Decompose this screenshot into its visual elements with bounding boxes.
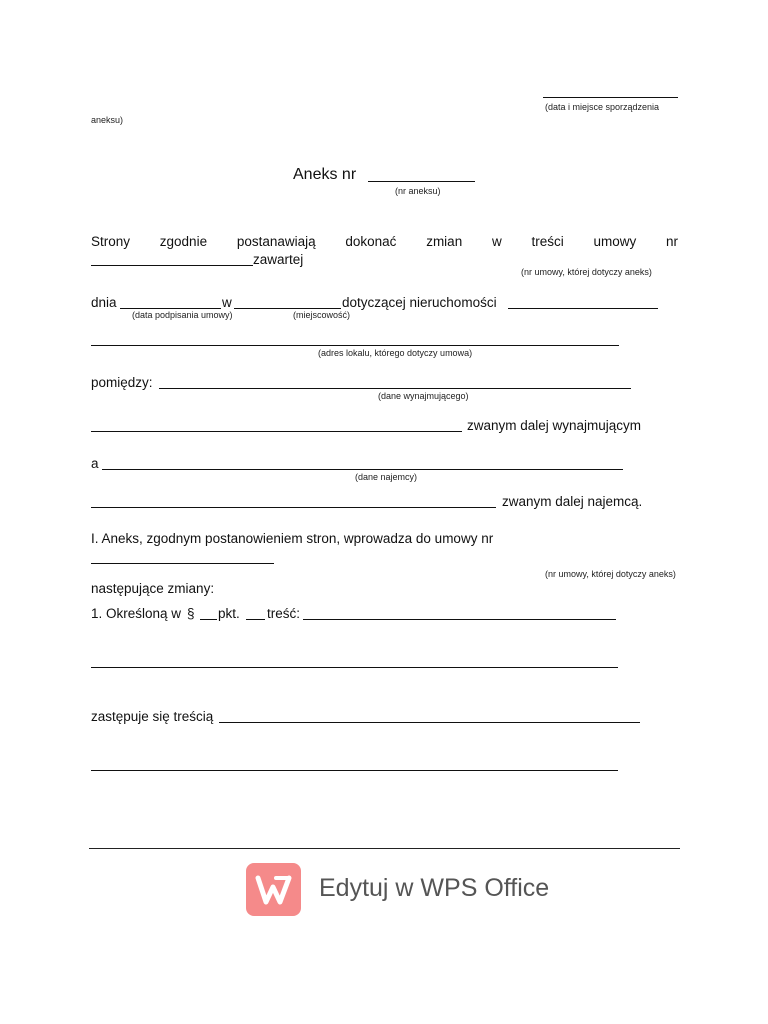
- intro-word: dokonać: [345, 234, 397, 249]
- annex-number-label: (nr aneksu): [395, 186, 441, 196]
- content-line-1: [303, 619, 616, 620]
- section1-contract-line: [91, 563, 274, 564]
- pkt-text: pkt.: [218, 606, 240, 621]
- content-line-2: [91, 667, 618, 668]
- zawartej-text: zawartej: [253, 252, 304, 267]
- address-line: [91, 345, 619, 346]
- dotyczacej-text: dotyczącej nieruchomości: [342, 295, 497, 310]
- parties-intro: [91, 234, 678, 249]
- landlord-suffix: zwanym dalej wynajmującym: [467, 418, 642, 433]
- paragraph-number-line: [200, 619, 217, 620]
- w-text: w: [222, 295, 232, 310]
- pomiedzy-text: pomiędzy:: [91, 375, 153, 390]
- landlord-label: (dane wynajmującego): [378, 391, 469, 401]
- point-number-line: [246, 619, 265, 620]
- contract-number-line: [91, 265, 253, 266]
- intro-word: nr: [665, 234, 678, 249]
- intro-word: w: [491, 234, 502, 249]
- tenant-line: [102, 469, 623, 470]
- tenant-suffix: zwanym dalej najemcą.: [502, 494, 643, 509]
- date-place-label: (data i miejsce sporządzenia: [545, 102, 660, 112]
- contract-number-label: (nr umowy, której dotyczy aneks): [521, 267, 652, 277]
- landlord-line-2: [91, 431, 462, 432]
- landlord-line: [159, 388, 631, 389]
- date-place-label-cont: aneksu): [91, 115, 124, 125]
- replace-line-2: [91, 770, 618, 771]
- wps-logo-icon[interactable]: [246, 863, 301, 916]
- replace-line-1: [219, 722, 640, 723]
- intro-word: treści: [531, 234, 564, 249]
- tresc-text: treść:: [267, 606, 301, 621]
- date-place-line: [543, 97, 678, 98]
- changes-text: następujące zmiany:: [91, 581, 215, 596]
- footer-divider: [89, 848, 680, 849]
- edit-in-wps-link[interactable]: Edytuj w WPS Office: [319, 874, 550, 902]
- tenant-line-2: [91, 507, 496, 508]
- tenant-label: (dane najemcy): [355, 472, 418, 482]
- intro-word: zmian: [426, 234, 463, 249]
- intro-word: zgodnie: [159, 234, 208, 249]
- annex-number-line: [368, 181, 475, 182]
- page-title: Aneks nr: [293, 166, 357, 183]
- replace-text: zastępuje się treścią: [91, 709, 214, 724]
- place-label: (miejscowość): [293, 310, 351, 320]
- section1-intro: I. Aneks, zgodnym postanowieniem stron, wprowadza do umowy nr: [91, 531, 494, 546]
- intro-word: umowy: [593, 234, 637, 249]
- date-signed-label: (data podpisania umowy): [132, 310, 233, 320]
- intro-word: Strony: [91, 234, 131, 249]
- property-line: [508, 308, 658, 309]
- a-text: a: [91, 456, 99, 471]
- wps-w-glyph-icon: [246, 863, 301, 916]
- paragraph-sign: §: [187, 606, 195, 621]
- item1-prefix: 1. Określoną w: [91, 606, 182, 621]
- section1-contract-label: (nr umowy, której dotyczy aneks): [545, 569, 676, 579]
- address-label: (adres lokalu, którego dotyczy umowa): [318, 348, 473, 358]
- place-line: [234, 308, 341, 309]
- dnia-text: dnia: [91, 295, 117, 310]
- intro-word: postanawiają: [236, 234, 316, 249]
- date-signed-line: [120, 308, 221, 309]
